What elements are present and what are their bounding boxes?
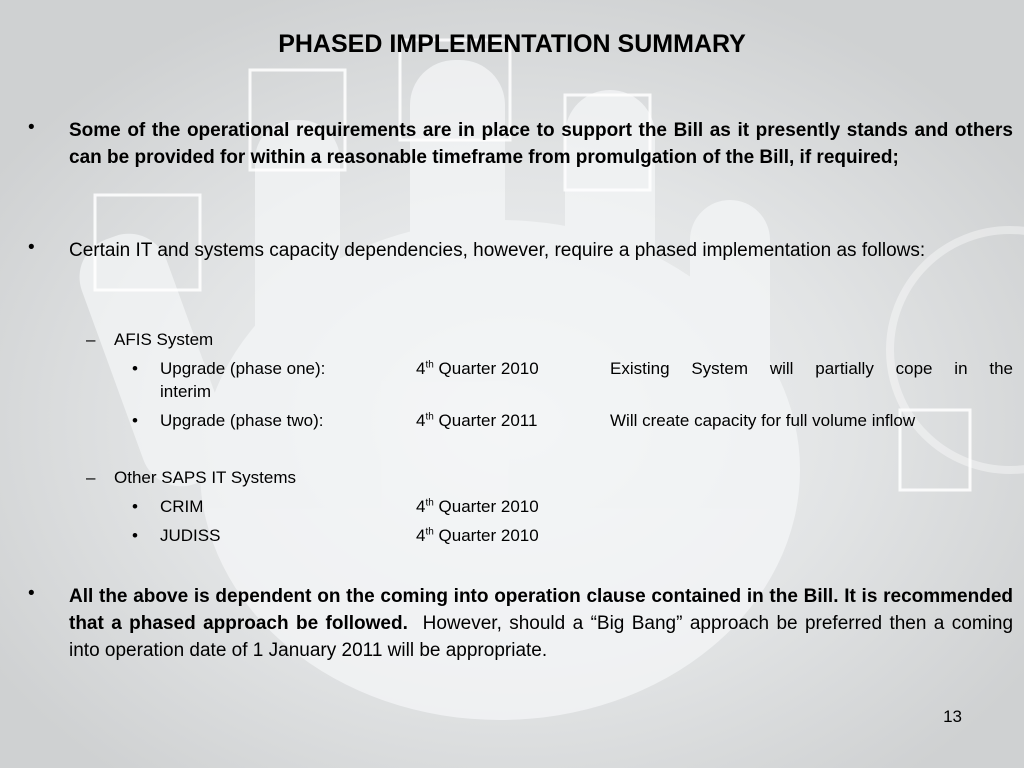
other-row-quarter: 4th Quarter 2010 <box>416 497 539 516</box>
afis-row-note: Existing System will partially cope in the <box>610 359 1013 378</box>
dash-marker: – <box>86 468 96 487</box>
bullet-marker: • <box>28 237 35 258</box>
other-row-item: JUDISS <box>160 526 221 545</box>
bullet-marker: • <box>28 117 35 138</box>
afis-row-quarter: 4th Quarter 2010 <box>416 359 539 378</box>
sub-bullet-marker: • <box>132 359 138 378</box>
afis-row-item: Upgrade (phase one): <box>160 359 326 378</box>
other-row-quarter: 4th Quarter 2010 <box>416 526 539 545</box>
sub-bullet-marker: • <box>132 497 138 516</box>
sub-bullet-marker: • <box>132 526 138 545</box>
other-systems-heading: Other SAPS IT Systems <box>114 468 297 487</box>
afis-row-quarter: 4th Quarter 2011 <box>416 411 538 430</box>
afis-row-note: Will create capacity for full volume inflow <box>610 411 916 430</box>
recommendation-normal-text: However, should a “Big Bang” approach be preferred then a coming into operation date of 1 January 2011 will be appropriate. <box>69 613 1019 661</box>
afis-row-note-continued: interim <box>160 382 212 401</box>
afis-heading: AFIS System <box>114 330 214 349</box>
page-number: 13 <box>943 707 962 726</box>
bullet-recommendation <box>69 583 1019 664</box>
bullet-operational-requirements: Some of the operational requirements are in place to support the Bill as it presently stands and others can be provided for within a reasonable timeframe from promulgation of the Bill, if required; <box>69 120 1013 168</box>
dash-marker: – <box>86 330 96 349</box>
bullet-marker: • <box>28 583 35 604</box>
slide-title: PHASED IMPLEMENTATION SUMMARY <box>278 30 746 58</box>
afis-row-item: Upgrade (phase two): <box>160 411 324 430</box>
recommendation-bold-text: All the above is dependent on the coming into operation clause contained in the Bill. It is recommended that a phased approach be followed. <box>69 586 1013 634</box>
other-row-item: CRIM <box>160 497 204 516</box>
bullet-phased-implementation: Certain IT and systems capacity dependencies, however, require a phased implementation as follows: <box>69 240 926 261</box>
sub-bullet-marker: • <box>132 411 138 430</box>
